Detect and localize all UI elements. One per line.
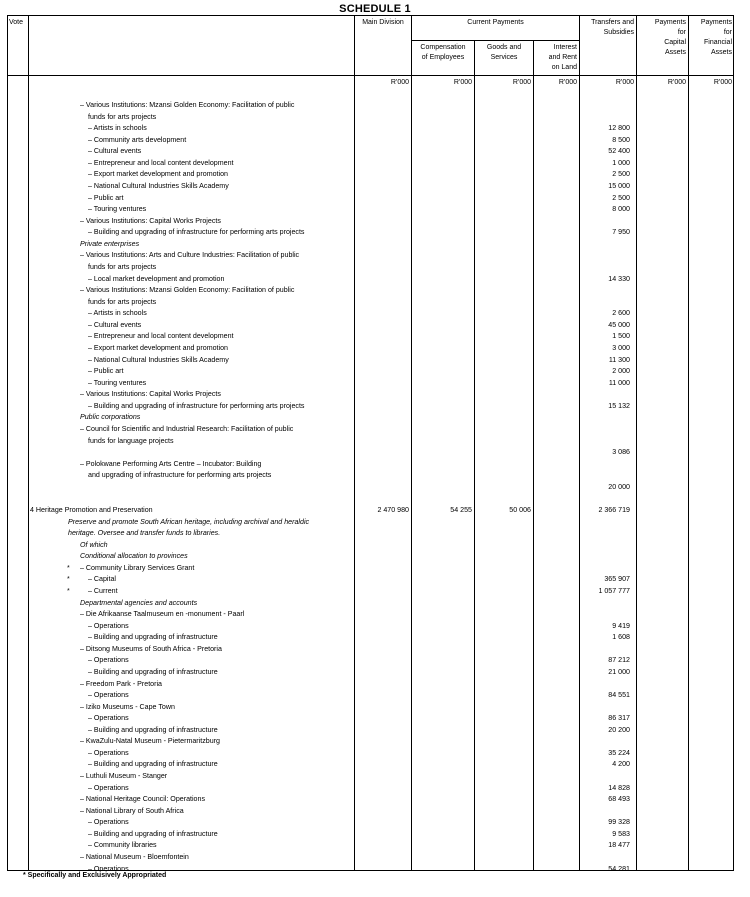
table-row [0,216,750,227]
value-transfers: 11 300 [608,355,630,364]
table-row [0,598,750,609]
value-transfers: 15 132 [608,401,630,410]
value-transfers: 3 000 [612,343,630,352]
value-transfers: 2 500 [612,170,630,179]
value-transfers: 54 281 [608,864,630,873]
row-description: – Cultural events [88,147,142,156]
table-row [0,736,750,747]
table-row [0,297,750,308]
value-transfers: 9 583 [612,829,630,838]
value-transfers: 68 493 [608,795,630,804]
table-row [0,193,750,204]
value-goods: 50 006 [509,505,531,514]
table-row [0,378,750,389]
row-description: Private enterprises [80,239,140,248]
table-row [0,331,750,342]
value-transfers: 2 500 [612,193,630,202]
row-description: 4 Heritage Promotion and Preservation [30,505,153,514]
row-description: – Council for Scientific and Industrial Research: Facilitation of public [80,424,294,433]
row-description: – Building and upgrading of infrastructure [88,667,218,676]
row-description: – Operations [88,656,129,665]
row-description: – Iziko Museums - Cape Town [80,702,175,711]
row-description: – Operations [88,818,129,827]
row-description: – Entrepreneur and local content development [88,158,234,167]
table-row [0,690,750,701]
table-row [0,112,750,123]
row-description: – Entrepreneur and local content development [88,332,234,341]
table-row [0,285,750,296]
unit-main: R'000 [390,79,409,86]
value-transfers: 84 551 [608,691,630,700]
table-row [0,551,750,562]
table-row [0,713,750,724]
unit-goods: R'000 [512,79,531,86]
row-description: – Artists in schools [88,309,147,318]
table-row [0,783,750,794]
table-row [0,667,750,678]
value-transfers: 87 212 [608,656,630,665]
table-row [0,343,750,354]
row-description: – National Cultural Industries Skills Academy [88,181,229,190]
value-transfers: 2 000 [612,367,630,376]
row-description: funds for arts projects [88,297,157,306]
row-description: – Artists in schools [88,124,147,133]
table-row [0,320,750,331]
table-row [0,759,750,770]
row-description: – National Library of South Africa [80,806,184,815]
current-payments-divider [411,40,579,41]
header-main-division: Main Division [362,19,404,26]
table-row [0,528,750,539]
unit-interest: R'000 [558,79,577,86]
table-row [0,586,750,597]
schedule-title: SCHEDULE 1 [339,3,411,15]
value-transfers: 3 086 [612,448,630,457]
row-description: – Ditsong Museums of South Africa - Pretoria [80,644,222,653]
value-transfers: 99 328 [608,818,630,827]
table-row [0,806,750,817]
row-description: – Current [88,586,118,595]
row-description: – National Heritage Council: Operations [80,795,205,804]
header-vote: Vote [9,19,24,26]
table-row [0,274,750,285]
row-description: – Building and upgrading of infrastructure [88,725,218,734]
value-transfers: 1 000 [612,158,630,167]
row-description: – Building and upgrading of infrastructure for performing arts projects [88,401,305,410]
table-row [0,482,750,493]
row-description: funds for arts projects [88,262,157,271]
row-description: – Touring ventures [88,378,147,387]
value-transfers: 35 224 [608,748,630,757]
table-row [0,817,750,828]
table-row [0,517,750,528]
row-description: Preserve and promote South African heritage, including archival and heraldic [68,517,310,526]
row-description: heritage. Oversee and transfer funds to libraries. [68,529,221,538]
table-row [0,123,750,134]
table-row [0,355,750,366]
row-description: – Operations [88,864,129,873]
header-capital-assets: Payments for Capital Assets [654,19,686,56]
row-description: Public corporations [80,413,141,422]
row-description: Conditional allocation to provinces [80,552,188,561]
row-description: – Public art [88,193,124,202]
header-financial-assets: Payments for Financial Assets [700,19,732,56]
table-row [0,771,750,782]
row-description: – Public art [88,367,124,376]
value-transfers: 1 608 [612,633,630,642]
row-description: – Building and upgrading of infrastructure [88,760,218,769]
table-row [0,169,750,180]
value-transfers: 15 000 [608,181,630,190]
value-transfers: 1 500 [612,332,630,341]
table-row [0,204,750,215]
value-transfers: 2 600 [612,309,630,318]
value-transfers: 18 477 [608,841,630,850]
table-row [0,436,750,447]
table-row [0,679,750,690]
table-row [0,412,750,423]
row-description: Of which [80,540,108,549]
table-row [0,632,750,643]
unit-transfers: R'000 [615,79,634,86]
appropriation-star: * [67,563,70,572]
value-transfers: 9 419 [612,621,630,630]
table-row [0,748,750,759]
value-transfers: 14 330 [608,274,630,283]
table-row [0,702,750,713]
row-description: – Luthuli Museum - Stanger [80,772,168,781]
appropriation-star: * [67,575,70,584]
row-description: – National Cultural Industries Skills Academy [88,355,229,364]
row-description: – Die Afrikaanse Taalmuseum en -monument - Paarl [80,610,245,619]
row-description: – Operations [88,691,129,700]
table-row [0,470,750,481]
value-comp: 54 255 [450,505,472,514]
value-transfers: 2 366 719 [598,505,630,514]
value-transfers: 45 000 [608,320,630,329]
table-row [0,563,750,574]
table-row [0,146,750,157]
value-transfers: 4 200 [612,760,630,769]
table-row [0,100,750,111]
row-description: – National Museum - Bloemfontein [80,853,189,862]
table-row [0,135,750,146]
row-description: – Building and upgrading of infrastructure [88,633,218,642]
unit-capital: R'000 [667,79,686,86]
table-row [0,725,750,736]
table-row [0,621,750,632]
table-row [0,424,750,435]
schedule-table [0,15,750,873]
header-separator [7,75,734,76]
table-row [0,852,750,863]
row-description: – Export market development and promotion [88,343,228,352]
table-row [0,655,750,666]
footnote: * Specifically and Exclusively Appropriated [23,872,167,879]
table-row [0,459,750,470]
row-description: – Building and upgrading of infrastructure for performing arts projects [88,228,305,237]
row-description: – Operations [88,714,129,723]
table-row [0,493,750,504]
row-description: funds for arts projects [88,112,157,121]
row-description: – Various Institutions: Mzansi Golden Economy: Facilitation of public [80,101,295,109]
row-description: – Various Institutions: Capital Works Projects [80,216,221,225]
value-transfers: 365 907 [604,575,630,584]
table-row [0,239,750,250]
row-description: – Community libraries [88,841,157,850]
table-row [0,250,750,261]
value-transfers: 21 000 [608,667,630,676]
table-row [0,227,750,238]
table-top-border [7,15,734,16]
row-description: – Touring ventures [88,205,147,214]
value-transfers: 8 000 [612,205,630,214]
table-row [0,366,750,377]
row-description: – Various Institutions: Mzansi Golden Economy: Facilitation of public [80,286,295,295]
value-transfers: 1 057 777 [598,586,630,595]
value-transfers: 8 500 [612,135,630,144]
unit-comp: R'000 [453,79,472,86]
table-row [0,540,750,551]
header-interest-rent: Interest and Rent on Land [548,44,577,71]
header-compensation: Compensation of Employees [420,44,466,61]
row-description: funds for language projects [88,436,174,445]
value-transfers: 11 000 [608,378,630,387]
table-row [0,840,750,851]
row-description: – Export market development and promotion [88,170,228,179]
table-row [0,181,750,192]
value-transfers: 14 828 [608,783,630,792]
row-description: – Freedom Park - Pretoria [80,679,163,688]
table-row [0,389,750,400]
table-row [0,829,750,840]
table-row [0,308,750,319]
table-row [0,794,750,805]
table-row [0,447,750,458]
appropriation-star: * [67,586,70,595]
row-description: and upgrading of infrastructure for performing arts projects [88,471,272,480]
row-description: – Community Library Services Grant [80,563,195,572]
row-description: – Local market development and promotion [88,274,225,283]
table-row [0,158,750,169]
table-row [0,644,750,655]
row-description: – Polokwane Performing Arts Centre – Incubator: Building [80,459,262,468]
row-description: – Operations [88,783,129,792]
table-row [0,262,750,273]
row-description: – Community arts development [88,135,187,144]
table-row [0,401,750,412]
header-current-payments: Current Payments [467,19,524,26]
row-description: – Various Institutions: Capital Works Projects [80,390,221,399]
row-description: – Various Institutions: Arts and Culture Industries: Facilitation of public [80,251,300,260]
unit-financial: R'000 [713,79,732,86]
header-transfers-subsidies: Transfers and Subsidies [591,19,634,36]
value-main: 2 470 980 [377,505,409,514]
value-transfers: 12 800 [608,124,630,133]
row-description: – KwaZulu-Natal Museum - Pietermaritzburg [80,737,220,746]
table-row [0,609,750,620]
table-row [0,505,750,516]
row-description: – Capital [88,575,116,584]
row-description: – Operations [88,621,129,630]
value-transfers: 7 950 [612,228,630,237]
value-transfers: 20 200 [608,725,630,734]
row-description: – Cultural events [88,320,142,329]
value-transfers: 52 400 [608,147,630,156]
row-description: – Operations [88,748,129,757]
table-row [0,574,750,585]
row-description: – Building and upgrading of infrastructure [88,829,218,838]
value-transfers: 20 000 [608,482,630,491]
row-description: Departmental agencies and accounts [80,598,198,607]
value-transfers: 86 317 [608,714,630,723]
header-goods-services: Goods and Services [486,44,522,61]
